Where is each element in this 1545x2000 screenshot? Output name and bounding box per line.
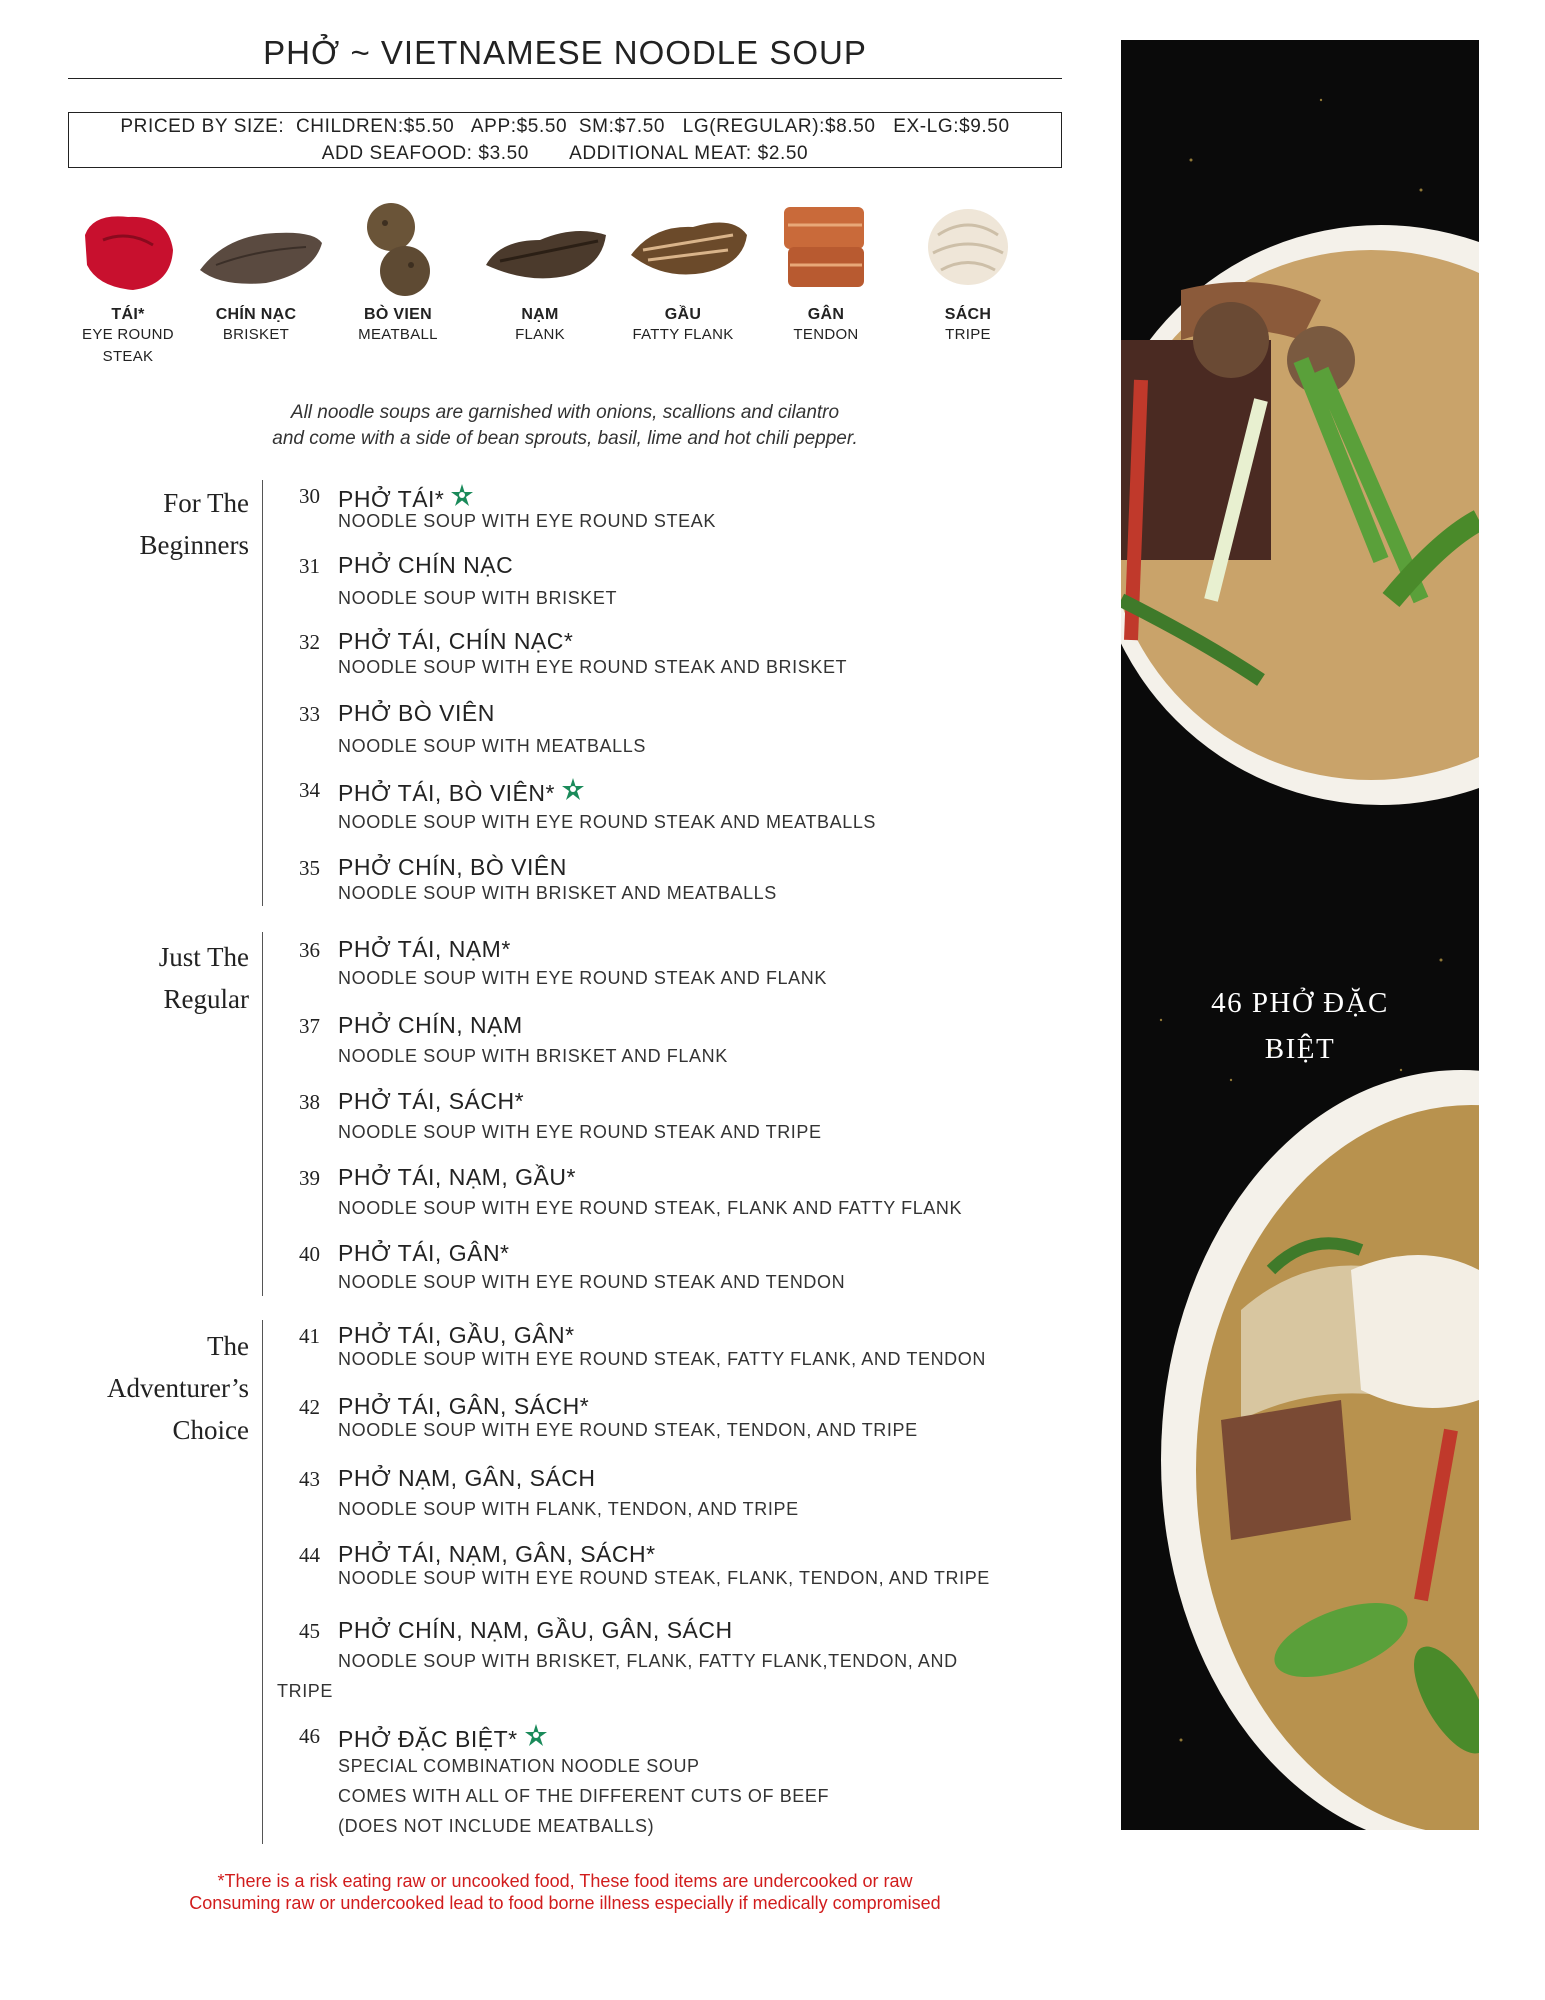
item-description: NOODLE SOUP WITH EYE ROUND STEAK AND BRISKET — [338, 657, 848, 677]
item-number: 30 — [299, 484, 320, 508]
item-number: 34 — [299, 778, 320, 802]
item-description: NOODLE SOUP WITH EYE ROUND STEAK AND TRIPE — [338, 1122, 822, 1142]
item-description: NOODLE SOUP WITH EYE ROUND STEAK AND MEATBALLS — [338, 812, 877, 832]
flank-image — [480, 195, 610, 300]
meat-vn-label: CHÍN NẠC — [215, 306, 297, 323]
chef-recommend-star-icon — [559, 776, 587, 804]
item-name — [338, 776, 587, 807]
item-description: NOODLE SOUP WITH EYE ROUND STEAK, FLANK, TENDON, AND TRIPE — [338, 1568, 990, 1588]
section-title-regular — [49, 936, 249, 1020]
item-number: 43 — [299, 1467, 320, 1491]
disclaimer-line-1: *There is a risk eating raw or uncooked food, These food items are undercooked or raw — [217, 1871, 913, 1891]
item-number: 39 — [299, 1166, 320, 1190]
section-title-line: Choice — [172, 1415, 249, 1445]
featured-photo-panel — [1121, 40, 1479, 1830]
item-number: 33 — [299, 702, 320, 726]
meat-en-label-2: STEAK — [102, 348, 154, 365]
item-description: NOODLE SOUP WITH EYE ROUND STEAK, FLANK AND FATTY FLANK — [338, 1198, 963, 1218]
item-description-cont: TRIPE — [277, 1681, 334, 1701]
item-number: 41 — [299, 1324, 320, 1348]
meat-vn-label: GÂN — [807, 306, 845, 323]
item-description: NOODLE SOUP WITH BRISKET AND FLANK — [338, 1046, 728, 1066]
meat-gau — [623, 195, 743, 346]
tendon-image — [766, 195, 886, 300]
item-name-text: PHỞ TÁI, BÒ VIÊN* — [338, 780, 555, 806]
garnish-note-line-1: All noodle soups are garnished with onions, scallions and cilantro — [290, 402, 840, 423]
item-description: NOODLE SOUP WITH BRISKET AND MEATBALLS — [338, 883, 777, 903]
item-name: PHỞ TÁI, GẦU, GÂN* — [338, 1322, 575, 1348]
featured-label-line: 46 PHỞ ĐẶC — [1211, 987, 1389, 1019]
item-name: PHỞ TÁI, NẠM* — [338, 936, 511, 962]
disclaimer-line-2: Consuming raw or undercooked lead to food borne illness especially if medically compromised — [189, 1893, 941, 1913]
meat-vn-label: TÁI* — [111, 306, 145, 323]
item-name: PHỞ NẠM, GÂN, SÁCH — [338, 1465, 596, 1491]
meat-en-label: FATTY FLANK — [632, 326, 734, 343]
item-description: NOODLE SOUP WITH MEATBALLS — [338, 736, 646, 756]
section-title-beginners — [49, 482, 249, 566]
item-number: 46 — [299, 1724, 320, 1748]
meat-en-label: MEATBALL — [358, 326, 438, 343]
item-name: PHỞ TÁI, GÂN, SÁCH* — [338, 1393, 590, 1419]
fatty-flank-image — [623, 195, 753, 300]
item-description: NOODLE SOUP WITH EYE ROUND STEAK, FATTY FLANK, AND TENDON — [338, 1349, 986, 1369]
item-name: PHỞ CHÍN NẠC — [338, 552, 514, 578]
item-description-cont: COMES WITH ALL OF THE DIFFERENT CUTS OF BEEF — [338, 1786, 830, 1806]
eye-round-steak-image — [73, 195, 183, 300]
item-description: NOODLE SOUP WITH EYE ROUND STEAK AND TENDON — [338, 1272, 846, 1292]
item-name: PHỞ CHÍN, NẠM, GẦU, GÂN, SÁCH — [338, 1617, 733, 1643]
price-box — [68, 112, 1062, 168]
meat-cuts-row — [68, 195, 1062, 375]
item-number: 32 — [299, 630, 320, 654]
item-description: NOODLE SOUP WITH BRISKET, FLANK, FATTY FLANK,TENDON, AND — [338, 1651, 958, 1671]
item-name-text: PHỞ ĐẶC BIỆT* — [338, 1726, 518, 1752]
item-description: NOODLE SOUP WITH EYE ROUND STEAK AND FLANK — [338, 968, 827, 988]
meat-en-label: BRISKET — [222, 326, 290, 343]
featured-label-line: BIỆT — [1264, 1033, 1336, 1065]
meat-chin-nac — [196, 195, 316, 346]
meat-vn-label: BÒ VIEN — [364, 306, 432, 323]
garnish-note-line-2: and come with a side of bean sprouts, basil, lime and hot chili pepper. — [272, 428, 858, 449]
item-number: 45 — [299, 1619, 320, 1643]
meat-sach — [908, 195, 1028, 346]
meat-en-label: TRIPE — [945, 326, 991, 343]
item-description-cont: (DOES NOT INCLUDE MEATBALLS) — [338, 1816, 655, 1836]
item-name-text: PHỞ TÁI* — [338, 486, 445, 512]
brisket-image — [196, 195, 326, 300]
section-title-line: Just The — [158, 942, 249, 972]
meat-bo-vien — [338, 195, 458, 346]
item-number: 37 — [299, 1014, 320, 1038]
chef-recommend-star-icon — [522, 1722, 550, 1750]
meat-vn-label: GẦU — [664, 306, 702, 323]
item-number: 40 — [299, 1242, 320, 1266]
item-name: PHỞ CHÍN, NẠM — [338, 1012, 523, 1038]
meat-gan — [766, 195, 886, 346]
pho-bowls-photo — [1121, 40, 1479, 1830]
item-name: PHỞ BÒ VIÊN — [338, 700, 495, 726]
item-number: 44 — [299, 1543, 320, 1567]
item-number: 42 — [299, 1395, 320, 1419]
price-line-sizes: PRICED BY SIZE: CHILDREN:$5.50 APP:$5.50 SM:$7.50 LG(REGULAR):$8.50 EX-LG:$9.50 — [120, 116, 1010, 137]
section-title-line: For The — [163, 488, 249, 518]
section-divider — [262, 1320, 263, 1844]
section-divider — [262, 480, 263, 906]
section-title-adventurers — [49, 1325, 249, 1451]
item-name: PHỞ TÁI, NẠM, GÂN, SÁCH* — [338, 1541, 656, 1567]
item-name: PHỞ CHÍN, BÒ VIÊN — [338, 854, 567, 880]
item-number: 31 — [299, 554, 320, 578]
item-name: PHỞ TÁI, SÁCH* — [338, 1088, 525, 1114]
section-title-line: Beginners — [139, 530, 249, 560]
section-title-line: The — [207, 1331, 249, 1361]
meat-en-label: FLANK — [515, 326, 565, 343]
item-description: NOODLE SOUP WITH FLANK, TENDON, AND TRIPE — [338, 1499, 799, 1519]
garnish-note — [68, 400, 1062, 452]
item-description: SPECIAL COMBINATION NOODLE SOUP — [338, 1756, 700, 1776]
item-description: NOODLE SOUP WITH EYE ROUND STEAK, TENDON, AND TRIPE — [338, 1420, 918, 1440]
meat-vn-label: SÁCH — [944, 306, 992, 323]
item-number: 38 — [299, 1090, 320, 1114]
section-title-line: Regular — [163, 984, 249, 1014]
section-title-line: Adventurer’s — [107, 1373, 249, 1403]
meat-en-label: EYE ROUND — [82, 326, 174, 343]
item-name: PHỞ TÁI, NẠM, GẦU* — [338, 1164, 576, 1190]
section-divider — [262, 932, 263, 1296]
meat-nam — [480, 195, 600, 346]
meat-tai — [68, 195, 188, 368]
page-title: PHỞ ~ VIETNAMESE NOODLE SOUP — [263, 34, 867, 71]
item-name: PHỞ TÁI, GÂN* — [338, 1240, 510, 1266]
meat-en-label: TENDON — [793, 326, 859, 343]
item-name: PHỞ TÁI, CHÍN NẠC* — [338, 628, 574, 654]
featured-item-label — [1121, 980, 1479, 1072]
item-description: NOODLE SOUP WITH BRISKET — [338, 588, 618, 608]
item-number: 35 — [299, 856, 320, 880]
item-number: 36 — [299, 938, 320, 962]
title-divider — [68, 78, 1062, 79]
price-line-addons: ADD SEAFOOD: $3.50 ADDITIONAL MEAT: $2.50 — [321, 143, 809, 164]
item-description: NOODLE SOUP WITH EYE ROUND STEAK — [338, 511, 716, 531]
item-name — [338, 1722, 550, 1753]
raw-food-disclaimer — [68, 1870, 1062, 1914]
meat-vn-label: NẠM — [521, 306, 559, 323]
tripe-image — [913, 195, 1023, 300]
meatball-image — [343, 195, 453, 300]
